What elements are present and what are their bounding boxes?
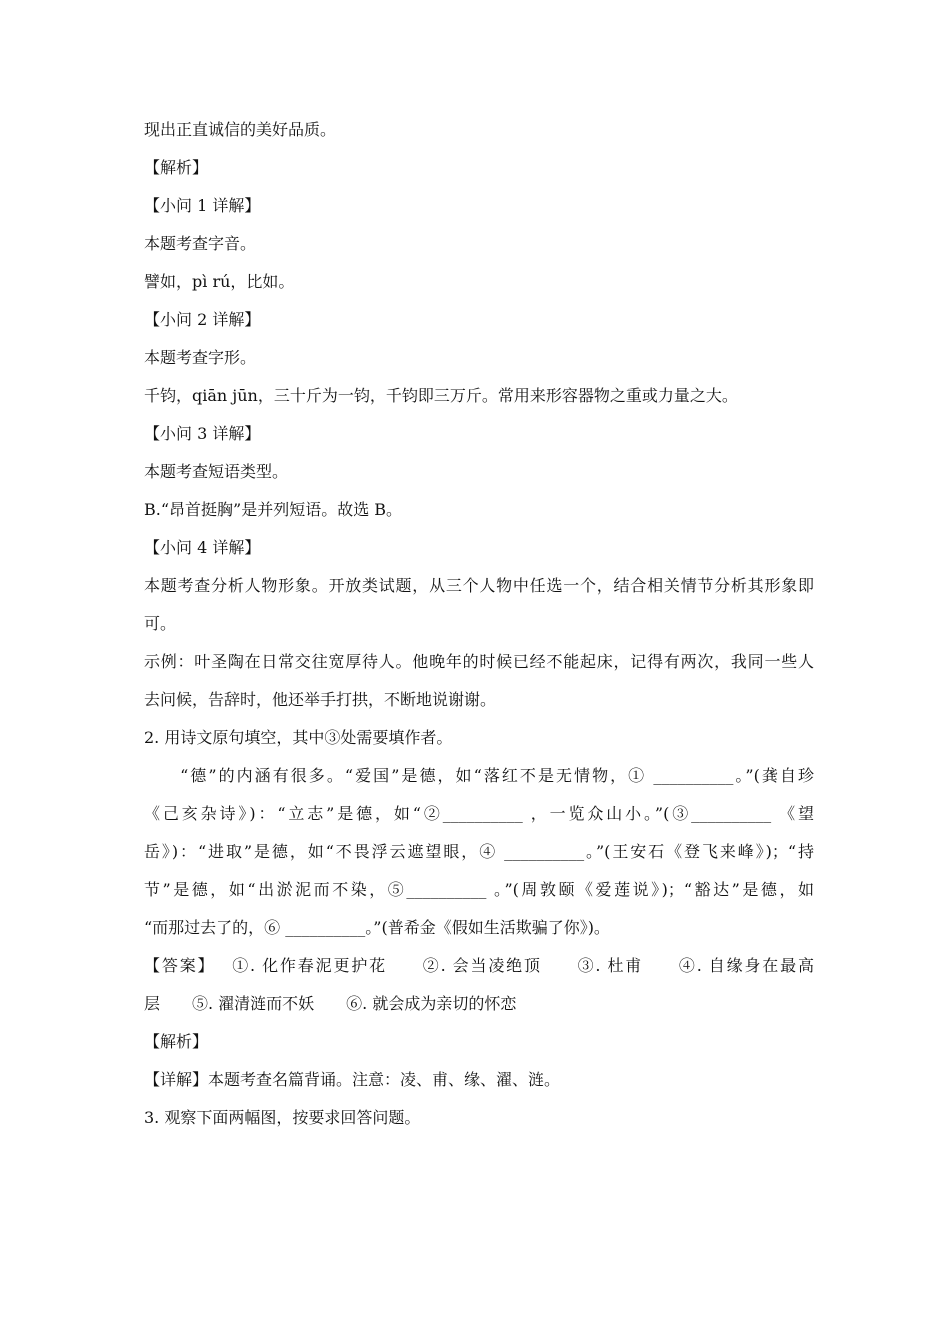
fill-blank-line: 节”是德，如“出淤泥而不染，⑤__________ 。”(周敦颐《爱莲说》)；“豁达”是德，如 — [144, 880, 814, 899]
text-line: 可。 — [144, 614, 177, 633]
subquestion-heading: 【小问 1 详解】 — [144, 196, 261, 215]
text-line: 示例：叶圣陶在日常交往宽厚待人。他晚年的时候已经不能起床，记得有两次，我同一些人 — [144, 652, 814, 671]
text-line: 【详解】本题考查名篇背诵。注意：凌、甫、缘、濯、涟。 — [144, 1070, 561, 1089]
fill-blank-line: “而那过去了的，⑥ __________。”(普希金《假如生活欺骗了你》)。 — [144, 918, 610, 937]
text-line: 本题考查分析人物形象。开放类试题，从三个人物中任选一个，结合相关情节分析其形象即 — [144, 576, 814, 595]
fill-blank-line: 岳》)：“进取”是德，如“不畏浮云遮望眼，④ __________。”(王安石《登飞来峰》)；“持 — [144, 842, 814, 861]
subquestion-heading: 【小问 2 详解】 — [144, 310, 261, 329]
answer-line: 层 ⑤. 濯清涟而不妖 ⑥. 就会成为亲切的怀恋 — [144, 994, 517, 1013]
text-line: 现出正直诚信的美好品质。 — [144, 120, 337, 139]
subquestion-heading: 【小问 4 详解】 — [144, 538, 261, 557]
section-heading: 【解析】 — [144, 1032, 209, 1051]
answer-line: 【答案】 ①. 化作春泥更护花 ②. 会当凌绝顶 ③. 杜甫 ④. 自缘身在最高 — [144, 956, 814, 975]
text-line: 譬如，pì rú，比如。 — [144, 272, 295, 291]
text-line: 去问候，告辞时，他还举手打拱，不断地说谢谢。 — [144, 690, 497, 709]
text-line: 本题考查短语类型。 — [144, 462, 289, 481]
text-line: 本题考查字形。 — [144, 348, 257, 367]
text-line: 本题考查字音。 — [144, 234, 257, 253]
fill-blank-line: “德”的内涵有很多。“爱国”是德，如“落红不是无情物，① __________。”(龚自珍 — [144, 766, 814, 785]
text-line: B.“昂首挺胸”是并列短语。故选 B。 — [144, 500, 403, 519]
question-title: 2. 用诗文原句填空，其中③处需要填作者。 — [144, 728, 453, 747]
question-title: 3. 观察下面两幅图，按要求回答问题。 — [144, 1108, 421, 1127]
fill-blank-line: 《己亥杂诗》)：“立志”是德，如“②__________ ，一览众山小。”(③__________ 《望 — [144, 804, 814, 823]
subquestion-heading: 【小问 3 详解】 — [144, 424, 261, 443]
text-line: 千钧，qiān jūn，三十斤为一钧，千钧即三万斤。常用来形容器物之重或力量之大。 — [144, 386, 738, 405]
section-heading: 【解析】 — [144, 158, 209, 177]
